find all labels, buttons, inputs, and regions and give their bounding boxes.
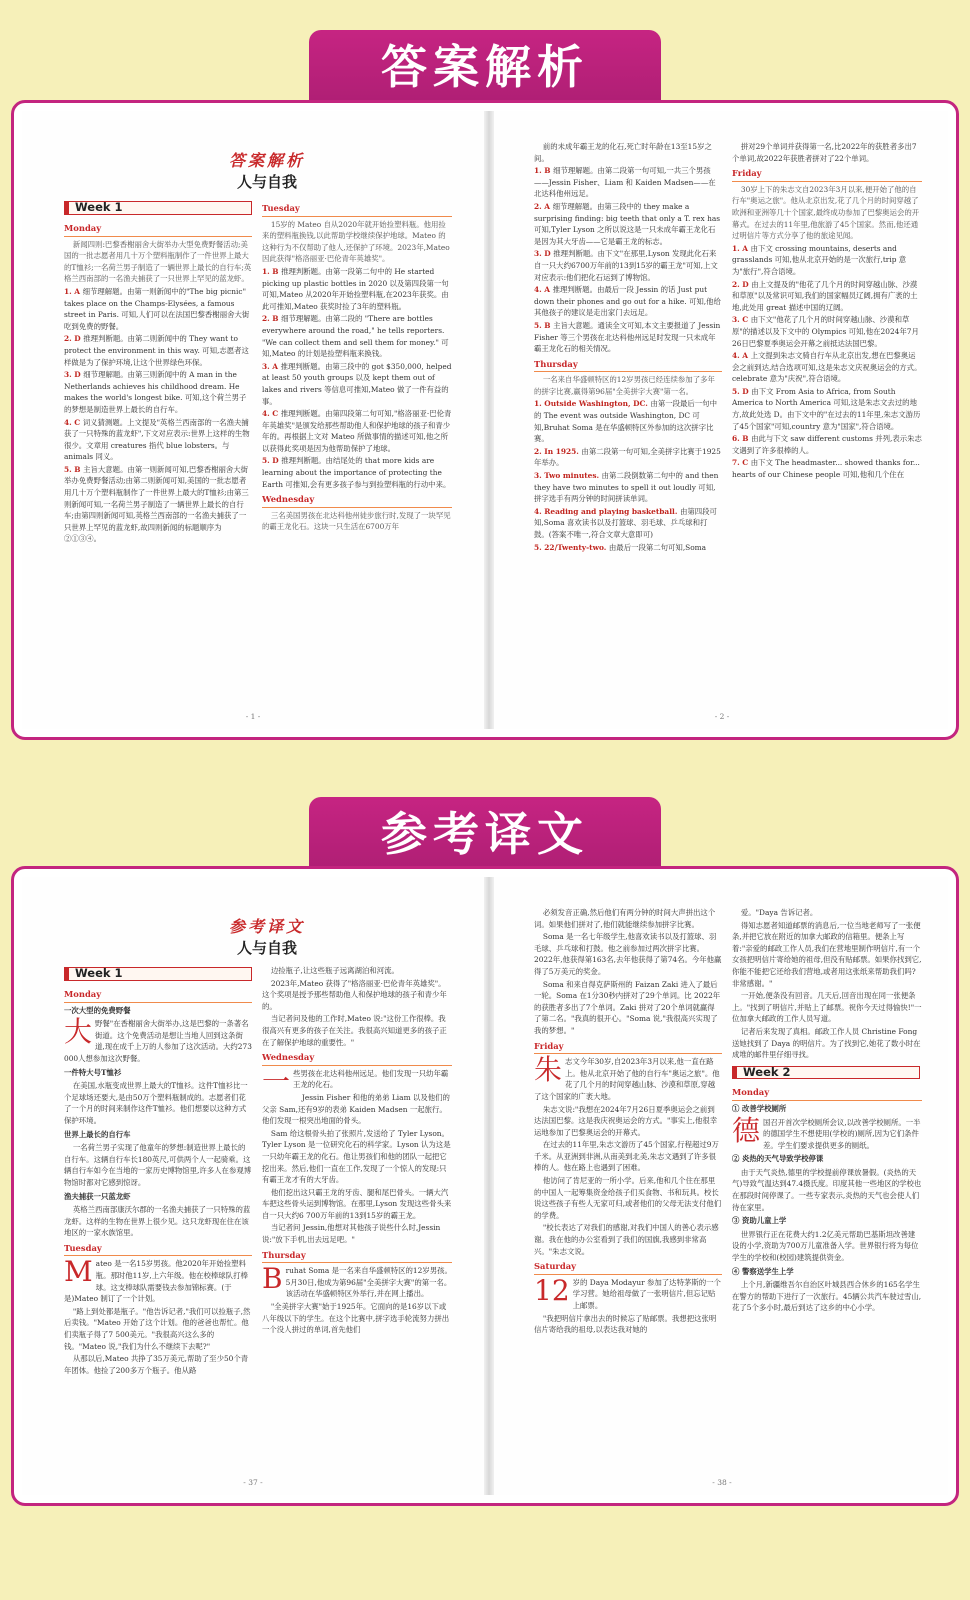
paragraph: 当记者问 Jessin,他想对其他孩子说些什么时,Jessin 说:"放下手机,出去远足吧。" [262, 1223, 441, 1245]
answer-text: 推理判断题。由第一段第二句中的 He started picking up plastic bottles in 2020 以及第四段第一句可知,Mateo 从2020年开始捡塑料瓶,在2023年获奖。由此可推知,Mateo 获奖时捡了3年的塑料瓶。 [262, 266, 449, 311]
section-subtitle: 渔夫捕获一只蓝龙虾 [64, 1191, 131, 1201]
answer-key: 1. B [262, 266, 282, 276]
paragraph: 前的未成年霸王龙的化石,死亡时年龄在13至15岁之间。 [534, 142, 712, 163]
answer-item [534, 201, 722, 247]
page-number: - 38 - [712, 1478, 732, 1488]
answer-key: 5. D [262, 456, 282, 466]
answer-item [262, 408, 452, 454]
paragraph: 一开始,便条没有回音。几天后,回音出现在同一张便条上。"找到了明信片,并贴上了邮票。祝你今天过得愉快!"一位加拿大邮政的工作人员写道。 [732, 991, 922, 1024]
answer-item [534, 506, 722, 541]
page-number: - 37 - [243, 1478, 263, 1488]
paragraph: "全美拼字大赛"始于1925年。它面向的是16岁以下或八年级以下的学生。在这个比赛中,拼字选手轮流努力拼出一个没人拼过的单词,首先他们 [262, 1302, 450, 1335]
answer-text: 细节理解题。由第二段的 "There are bottles everywhere around the road," he tells reporters. "We can collect them and sell them for money." 可知,Mateo 的计划是捡塑料瓶来换钱。 [262, 314, 449, 359]
page-subtitle: 人与自我 [236, 173, 297, 191]
day-heading: Thursday [534, 359, 722, 373]
answer-item [64, 464, 252, 545]
answer-key: 2. B [262, 314, 282, 324]
answer-key: 3. A [262, 361, 281, 371]
answer-key: 4. C [262, 409, 281, 419]
answer-text: 推理判断题。由最后一段 Jessin 的话 Just put down their phones and go out for a hike. 可知,他给其他孩子的建议是走出家门去远足。 [534, 285, 721, 318]
paragraph-text: 野餐"在香榭丽舍大街举办,这是巴黎的一条著名街道。这个免费活动是想让当地人回到这条街道,现在成千上万的人参加了这次活动。大约273 000人想参加这次野餐。 [64, 1019, 252, 1063]
answer-item [262, 266, 452, 312]
passage-summary: 15岁的 Mateo 自从2020年就开始捡塑料瓶。他用捡来的塑料瓶换钱,以此帮助学校继续保护地球。Mateo 的这种行为不仅帮助了他人,还保护了环境。2023年,Mateo 因此获得"格洛丽亚·巴伦青年英雄奖"。 [262, 219, 450, 264]
page-37 [22, 877, 484, 1495]
answer-item [534, 284, 722, 319]
answer-item [534, 320, 722, 355]
answer-item [534, 165, 722, 200]
answer-text: 主旨大意题。通读全文可知,本文主要报道了 Jessin Fisher 等三个男孩在北达科他州远足时发现一只未成年霸王龙化石的相关情况。 [534, 320, 721, 354]
answer-text: 由第二段倒数第二句中的 and then they have two minutes to spell it out loudly 可知,拼字选手有两分钟的时间拼读单词。 [534, 471, 719, 504]
answer-text: 细节理解题。由第一则新闻中的"The big picnic" takes place on the Champs-Elysées, a famous street in Paris. 可知,人们可以在法国巴黎香榭丽舍大街吃到免费的野餐。 [64, 286, 250, 331]
paragraph: 爱。"Daya 告诉记者。 [740, 908, 818, 917]
day-heading: Monday [64, 223, 252, 237]
paragraph-with-dropcap [534, 1273, 722, 1312]
text-column-left [534, 907, 722, 1477]
answer-key: 1. A [732, 243, 751, 253]
answer-key: 4. C [64, 417, 83, 427]
answer-text: 推理判断题。由第二则新闻中的 They want to protect the environment in this way. 可知,志愿者这样做是为了保护环境,让这个世界绿色环保。 [64, 334, 249, 367]
answer-text: 细节理解题。由第三则新闻中的 A man in the Netherlands achieves his childhood dream. He makes the world's longest bike. 可知,这个荷兰男子的梦想是制造世界上最长的自行车。 [64, 370, 247, 414]
paragraph: 由于天气炎热,德里的学校提前停课放暑假。(炎热的天气)导致气温达到47.4摄氏度。印度其他一些地区的学校也在那段时间停课了。一些专家表示,炎热的天气也会使人们待在家里。 [732, 1167, 922, 1212]
paragraph: 上个月,新疆维吾尔自治区叶城县西合休乡的165名学生在警方的帮助下进行了一次旅行。45辆公共汽车驶过雪山,花了5个多小时,最后到达了这乡的中心小学。 [732, 1280, 922, 1313]
paragraph-with-dropcap [64, 1015, 252, 1064]
paragraph: 在过去的11年里,朱志文游历了45个国家,行程超过9万千米。从亚洲到非洲,从南美到北美,朱志文遇到了许多很棒的人。他在路上也遇到了困难。 [534, 1140, 719, 1173]
spread-answer-explanation [11, 100, 959, 740]
section-subtitle: ② 炎热的天气导致学校停课 [732, 1154, 824, 1164]
paragraph-text: 些男孩在北达科他州远足。他们发现一只幼年霸王龙的化石。 [293, 1068, 449, 1090]
page-subtitle: 人与自我 [236, 939, 297, 957]
paragraph: 2023年,Mateo 获得了"格洛丽亚·巴伦青年英雄奖"。这个奖项是授予那些帮助他人和保护地球的孩子和青少年的。 [262, 978, 447, 1011]
paragraph-text: 国召开首次学校厕所会议,以改善学校厕所。一半的德国学生不想使用(学校的)厕所,因为它们条件差。学生们要求提供更多的厕纸。 [763, 1117, 921, 1150]
section-subtitle: ③ 资助儿童上学 [732, 1216, 787, 1226]
passage-summary: 三名美国男孩在北达科他州徒步旅行时,发现了一块罕见的霸王龙化石。这块一只生活在6700万年 [262, 510, 451, 532]
answer-key: 1. A [64, 286, 83, 296]
paragraph: 世界银行正在花费大约1.2亿美元帮助巴基斯坦改善建设的小学,资助为700万儿童准备入学。世界银行将为每位学生的学校和(校园)建筑提供资金。 [732, 1229, 919, 1263]
answer-text: 推理判断题。由结尾处的 that more kids are learning about the importance of protecting the Earth 可推知,会有更多孩子参与到捡塑料瓶的行动中来。 [262, 456, 451, 489]
answer-key: 4. Reading and playing basketball. [534, 506, 680, 516]
spread-reference-translation [11, 866, 959, 1506]
drop-cap: M [64, 1255, 93, 1289]
answer-key: 2. D [732, 279, 752, 289]
answer-text: 由第四段可知,Soma 喜欢读书以及打篮球、羽毛球、乒乓球和打鼓。(答案不唯一,符合文章大意即可) [534, 506, 717, 539]
section-subtitle: 世界上最长的自行车 [64, 1129, 131, 1139]
day-heading: Wednesday [262, 494, 452, 508]
paragraph: 一名荷兰男子实现了他童年的梦想:制造世界上最长的自行车。这辆自行车长180英尺,可供两个人一起骑乘。这辆自行车如今在当地的一家历史博物馆里,许多人在参观博物馆时都对它感到惊讶。 [64, 1143, 252, 1187]
answer-key: 5. 22/Twenty-two. [534, 542, 609, 552]
page-title: 答案解析 [228, 151, 305, 170]
paragraph-with-dropcap [64, 1255, 252, 1304]
answer-item [732, 279, 922, 314]
day-heading: Thursday [262, 1250, 452, 1264]
paragraph: 边捡瓶子,让这些瓶子远离湖泊和河流。 [270, 966, 399, 975]
paragraph: 得知志愿者知道邮票的消息后,一位当地老师写了一张便条,并把它放在附近的加拿大邮政的信箱里。便条上写着:"亲爱的邮政工作人员,我们在营地里制作明信片,有一个女孩把明信片寄给她的祖母,但没有贴邮票。如果你找到它,你能不能把它还给我们营地,或者用这张纸来帮助我们吗?非常感谢。" [732, 920, 922, 988]
answer-key: 1. Outside Washington, DC. [534, 399, 651, 409]
paragraph: 他访问了肯尼亚的一所小学。后来,他和几个住在那里的中国人一起筹集资金给孩子们买食物、书和玩具。校长说这些孩子有些人无家可归,或者他们的父母无法支付他们的学费。 [534, 1176, 722, 1220]
drop-cap: 德 [732, 1113, 761, 1147]
text-column-right [732, 141, 922, 711]
answer-key: 5. B [64, 464, 84, 474]
paragraph-text: 岁的 Daya Modayur 参加了达特茅斯的一个学习营。她给祖母做了一张明信片,但忘记贴上邮票。 [572, 1277, 721, 1310]
answer-text: 词义猜测题。上文提及"英格兰西南部的一名渔夫捕获了一只特殊的蓝龙虾",下文对应表示:世界上这样的生物很少。文章用 creatures 指代 blue lobsters。与 animals 同义。 [64, 417, 250, 462]
answer-key: 3. D [64, 370, 84, 380]
answer-item [732, 433, 922, 456]
page-38 [494, 877, 950, 1495]
week-label: Week 2 [732, 1066, 920, 1080]
answer-item [64, 286, 252, 332]
answer-text: 由下文"他花了几个月的时间穿越山脉、沙漠和草原"的描述以及下文中的 Olympics 可知,他在2024年7月26日巴黎夏季奥运会开幕之前抵达法国巴黎。 [732, 315, 919, 348]
answer-item [732, 457, 922, 480]
answer-item [732, 243, 922, 278]
text-column-left [64, 219, 252, 711]
section-subtitle: ④ 警察送学生上学 [732, 1266, 794, 1276]
paragraph: Jessin Fisher 和他的弟弟 Liam 以及他们的父亲 Sam,还有9岁的表弟 Kaiden Madsen 一起旅行。他们发现一根突出地面的骨头。 [262, 1092, 450, 1126]
drop-cap: 12 [534, 1273, 570, 1307]
drop-cap: 朱 [534, 1053, 563, 1087]
answer-text: 由下文 From Asia to Africa, from South America to North America 可知,这是朱志文去过的地方,故此处选 D。由下文中的"在过去的11年里,朱志文游历了45个国家"可知,country 意为"国家",符合语境。 [732, 386, 921, 431]
paragraph: 朱志文说:"我想在2024年7月26日夏季奥运会之前到达法国巴黎。这是我庆祝奥运会的方式。"事实上,他很幸运地参加了巴黎奥运会的开幕式。 [534, 1104, 718, 1137]
paragraph: Soma 是一名七年级学生,他喜欢读书以及打篮球、羽毛球、乒乓球和打鼓。他之前参加过两次拼字比赛。2022年,他获得第163名,去年他获得了第74名。今年他赢得了5万美元的奖金。 [534, 932, 722, 976]
paragraph: 他们挖出这只霸王龙的牙齿、腿和尾巴骨头。一辆大汽车把这些骨头运到博物馆。在那里,Lyson 发现这些骨头来自一只大约6 700万年前的13到15岁的霸王龙。 [262, 1187, 452, 1220]
passage-summary: 一名来自华盛顿特区的12岁男孩已经连续参加了多年的拼字比赛,赢得第96届"全美拼字大赛"第一名。 [534, 375, 715, 396]
answer-text: 由此与下文 saw different customs 并列,表示朱志文遇到了许多很棒的人。 [732, 434, 922, 455]
day-heading: Friday [732, 168, 922, 182]
answer-item [534, 542, 722, 554]
paragraph-text: ruhat Soma 是一名来自华盛顿特区的12岁男孩。5月30日,他成为第96届"全美拼字大赛"的第一名。该活动在华盛顿特区外举行,并在网上播出。 [285, 1266, 452, 1299]
answer-item [732, 314, 922, 349]
answer-item [64, 369, 252, 415]
answer-key: 7. C [732, 458, 751, 468]
answer-item [732, 350, 922, 385]
page-1 [22, 111, 484, 729]
answer-text: 推理判断题。由下文"在那里,Lyson 发现此化石来自一只大约6700万年前的13到15岁的霸王龙"可知,上文对应表示:他们把化石运到了博物馆。 [534, 249, 718, 282]
answer-text: 推理判断题。由第三段中的 got $350,000, helped at least 50 youth groups 以及 kept them out of lakes and rivers 等信息可推知,Mateo 做了一件有益的事。 [262, 361, 452, 406]
answer-text: 上文提到朱志文骑自行车从北京出发,想在巴黎奥运会之前到达,结合选项可知,这是朱志文庆祝奥运会的方式。celebrate 意为"庆祝",符合语境。 [732, 351, 922, 384]
answer-text: 细节理解题。由第三段中的 they make a surprising finding: big teeth that only a T. rex has 可知,Tyler Lyson 之所以说这是一只未成年霸王龙化石是因为其大牙齿——它是霸王龙的标志。 [534, 201, 721, 246]
answer-key: 4. A [534, 285, 553, 295]
text-column-right [262, 965, 452, 1477]
paragraph: Soma 和来自得克萨斯州的 Faizan Zaki 进入了最后一轮。Soma 在1分30秒内拼对了29个单词。比 2022年的获胜者多出了7个单词。Zaki 拼对了20个单词就赢得了第二名。"我真的很开心。"Soma 说,"我很高兴实现了我的梦想。" [534, 979, 721, 1035]
answer-key: 3. C [732, 315, 751, 325]
passage-summary: 30岁上下的朱志文自2023年3月以来,便开始了他的自行车"奥运之旅"。他从北京出发,花了几个月的时间穿越了欧洲和亚洲等几十个国家,最终成功参加了巴黎奥运会的开幕式。在过去的11年里,他旅游了45个国家。然而,他还通过明信片等方式分享了他的旅途见闻。 [732, 184, 920, 241]
page-number: - 1 - [245, 712, 261, 722]
paragraph-with-dropcap [262, 1262, 452, 1300]
paragraph: 在美国,水瓶变成世界上最大的T恤衫。这件T恤衫比一个足球场还要大,是由50万个塑料瓶制成的。志愿者们花了一个月的时间来制作这件T恤衫。他们想要以这种方式保护环境。 [64, 1081, 248, 1125]
answer-text: 由第二段第一句可知,全美拼字比赛于1925年举办。 [534, 446, 721, 468]
paragraph-text: ateo 是一名15岁男孩。他2020年开始捡塑料瓶。那时他11岁,上六年级。他在校棒球队打棒球。这支棒球队需要钱去参加锦标赛。(于是)Mateo 制订了一个计划。 [64, 1259, 248, 1304]
answer-key: 2. In 1925. [534, 446, 582, 456]
section-subtitle: ① 改善学校厕所 [732, 1103, 787, 1113]
day-heading: Monday [732, 1087, 922, 1101]
answer-text: 主旨大意题。由第一则新闻可知,巴黎香榭丽舍大街举办免费野餐活动;由第二则新闻可知,美国的一批志愿者用几十万个塑料瓶制作了一件世界上最大的T恤衫;由第三则新闻可知,一名荷兰男子制造了一辆世界上最长的自行车;由第四则新闻可知,英格兰西南部的一名渔夫捕获了一只世界上罕见的蓝龙虾,故四则新闻的标题顺序为②①③④。 [64, 464, 249, 544]
text-column-right [262, 199, 452, 711]
answer-text: 由第一段最后一句中的 The event was outside Washington, DC 可知,Bruhat Soma 是在华盛顿特区外参加的这次拼字比赛。 [534, 399, 717, 444]
paragraph: "我把明信片拿出去的时候忘了贴邮票。我想把这张明信片寄给我的祖母,以表达我对她的 [534, 1313, 717, 1335]
answer-item [732, 386, 922, 432]
paragraph: 记者后来发现了真相。邮政工作人员 Christine Fong 送她找到了 Daya 的明信片。为了找到它,她花了数小时在成堆的邮件里仔细寻找。 [732, 1026, 921, 1060]
answer-text: 由下文 The headmaster... showed thanks for... hearts of our Chinese people 可知,他和几个住在 [732, 458, 920, 480]
answer-item [534, 248, 722, 283]
answer-key: 5. B [534, 320, 554, 330]
page-number: - 2 - [714, 712, 730, 722]
answer-key: 2. D [64, 334, 84, 344]
paragraph: 从那以后,Mateo 共挣了35万美元,帮助了至少50个青年团体。他捡了200多万个瓶子。他从路 [64, 1354, 249, 1375]
banner-reference-translation: 参考译文 [309, 797, 661, 867]
drop-cap: 一 [262, 1064, 291, 1098]
answer-key: 3. D [534, 249, 554, 259]
banner-answer-explanation: 答案解析 [309, 30, 661, 100]
paragraph: "路上到处都是瓶子。"他告诉记者,"我们可以捡瓶子,然后卖钱。"Mateo 开始了这个计划。他的爸爸也帮忙。他们卖瓶子得了7 500美元。"我很高兴这么多的钱。"Mateo 说,"我们为什么不继续下去呢?" [64, 1306, 251, 1351]
answer-text: 由下文 crossing mountains, deserts and grasslands 可知,他从北京开始的是一次旅行,trip 意为"旅行",符合语境。 [732, 243, 907, 276]
text-column-left [534, 141, 722, 711]
paragraph-text: 志文今年30岁,自2023年3月以来,他一直在路上。他从北京开始了他的自行车"奥运之旅"。他花了几个月的时间穿越山脉、沙漠和草原,穿越了这个国家的广袤大地。 [534, 1057, 720, 1101]
answer-key: 1. B [534, 166, 554, 176]
answer-key: 6. B [732, 434, 752, 444]
page-2 [494, 111, 950, 729]
answer-item [262, 313, 452, 359]
paragraph: 必须发音正确,然后他们有两分钟的时间大声拼出这个词。如果他们拼对了,他们就能继续参加拼字比赛。 [534, 908, 716, 929]
page-title: 参考译文 [228, 917, 305, 936]
paragraph-with-dropcap [534, 1053, 722, 1102]
day-heading: Tuesday [262, 203, 452, 217]
answer-key: 3. Two minutes. [534, 471, 602, 481]
answer-text: 由上文提及的"他花了几个月的时间穿越山脉、沙漠和草原"以及常识可知,我们的国家幅员辽阔,拥有广袤的土地,此处用 great 描述中国的辽阔。 [732, 279, 918, 312]
answer-item [534, 398, 722, 444]
paragraph-with-dropcap [732, 1113, 922, 1152]
answer-text: 推理判断题。由第四段第二句可知,"格洛丽亚·巴伦青年英雄奖"是颁发给那些帮助他人和保护地球的孩子和青少年的。再根据上文对 Mateo 所做事情的描述可知,他之所以获得此奖项是因为他帮助保护了地球。 [262, 409, 452, 453]
section-subtitle: 一件特大号T恤衫 [64, 1067, 122, 1077]
answer-key: 4. A [732, 351, 751, 361]
day-heading: Saturday [534, 1261, 722, 1275]
paragraph-with-dropcap [262, 1064, 452, 1098]
day-heading: Tuesday [64, 1243, 252, 1257]
answer-item [262, 361, 452, 407]
answer-key: 5. D [732, 386, 752, 396]
passage-summary: 新闻四则:巴黎香榭丽舍大街举办大型免费野餐活动;美国的一批志愿者用几十万个塑料瓶制作了一件世界上最大的T恤衫;一名荷兰男子制造了一辆世界上最长的自行车;英格兰西南部的一名渔夫捕获了一只世界上罕见的蓝龙虾。 [64, 239, 252, 284]
answer-text: 由最后一段第二句可知,Soma [608, 542, 707, 552]
answer-item [534, 446, 722, 469]
answer-key: 2. A [534, 201, 553, 211]
week-label: Week 1 [64, 967, 252, 981]
day-heading: Monday [64, 989, 252, 1003]
day-heading: Friday [534, 1041, 722, 1055]
text-column-left [64, 985, 252, 1477]
paragraph: Sam 给这根骨头拍了张照片,发送给了 Tyler Lyson。Tyler Lyson 是一位研究化石的科学家。Lyson 认为这是一只幼年霸王龙的化石。他让男孩们和他的团队一起把它挖出来。然后,他们一直在工作,发现了一个惊人的发现:只有霸王龙才有的大牙齿。 [262, 1128, 451, 1185]
drop-cap: 大 [64, 1015, 93, 1049]
answer-text: 细节理解题。由第二段第一句可知,一共三个男孩——Jessin Fisher、Liam 和 Kaiden Madsen——在北达科他州远足。 [534, 166, 716, 199]
answer-item [64, 417, 252, 463]
answer-item [64, 333, 252, 368]
week-label: Week 1 [64, 201, 252, 215]
answer-item [262, 455, 452, 490]
paragraph: 拼对29个单词并获得第一名,比2022年的获胜者多出7个单词,故2022年获胜者拼对了22个单词。 [732, 142, 917, 163]
text-column-right [732, 907, 922, 1477]
paragraph: 当记者问及他的工作时,Mateo 说:"这份工作很棒。我很高兴有更多的孩子在关注。我很高兴知道更多的孩子正在了解保护地球的重要性。" [262, 1014, 447, 1047]
answer-item [534, 470, 722, 505]
section-subtitle: 一次大型的免费野餐 [64, 1005, 131, 1015]
drop-cap: B [262, 1262, 283, 1296]
paragraph: 英格兰西南部康沃尔郡的一名渔夫捕获了一只特殊的蓝龙虾。这样的生物在世界上很少见。这只龙虾现在住在该地区的一家水族馆里。 [64, 1205, 251, 1238]
paragraph: "校长表达了对我们的感谢,对我们中国人的善心表示感谢。我在他的办公室看到了我们的国旗,我感到非常高兴。"朱志文说。 [534, 1223, 719, 1256]
day-heading: Wednesday [262, 1052, 452, 1066]
